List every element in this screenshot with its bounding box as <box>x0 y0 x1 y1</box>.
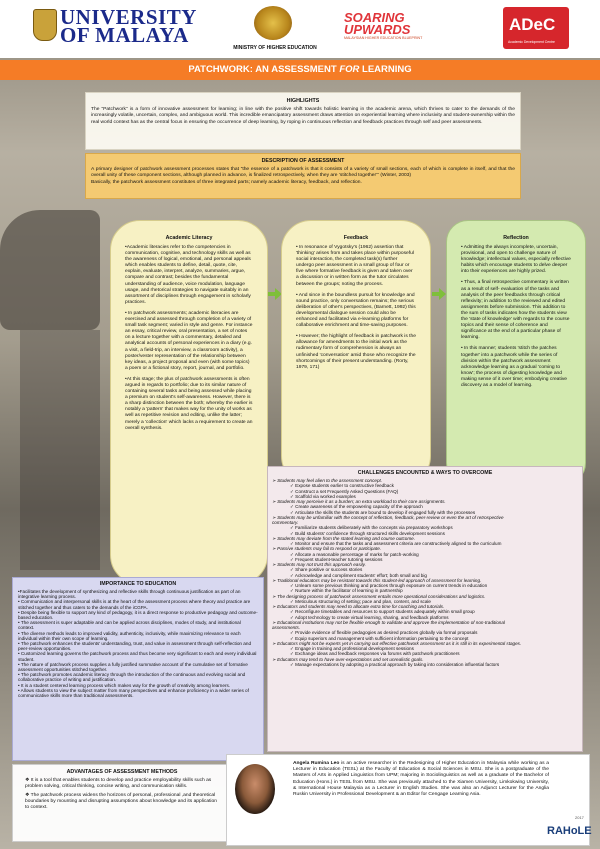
importance-item: • The assessment is super adaptable and can be applied across disciplines, modes of study, and institutional context. <box>18 620 241 631</box>
arrow-icon <box>268 292 276 296</box>
solution-item: ✓ Create awareness of the empowering capacity of the approach <box>290 504 423 510</box>
author-photo <box>235 764 275 814</box>
ministry-label: MINISTRY OF HIGHER EDUCATION <box>233 45 317 51</box>
importance-box <box>12 577 264 761</box>
reflection-item: • Admitting the always incomplete, uncertain, provisional, and open to challenge nature of knowledge; intellectual values, especially reflective habits which encourage students to delve deeper into their experiences are highly prized. <box>461 245 571 275</box>
description-heading: DESCRIPTION OF ASSESSMENT <box>261 158 345 164</box>
academic-literacy-box <box>110 220 268 585</box>
solution-item: ✓ Acknowledge and compliment students' effort; both small and big <box>290 572 427 578</box>
solution-item: ✓ Provide evidence of flexible pedagogies as desired practices globally via formal proposals <box>290 630 478 636</box>
solution-item: ✓ Meticulous structuring of setting; pace and plan, content, and scale <box>290 598 431 604</box>
poster-title <box>0 60 600 80</box>
advantages-item: ❖ It is a tool that enables students to develop and practice employability skills such as problem solving, critical thinking, concise writing, and communication skills. <box>25 778 212 789</box>
soaring-upwards-subtext: MALAYSIAN HIGHER EDUCATION BLUEPRINT <box>344 36 423 40</box>
academic-literacy-heading: Academic Literacy <box>165 235 213 241</box>
author-bio: is an active researcher in the Redesigning of Higher Education in Malaysia while working as a Lecturer in Education (TESL) at the Faculty of Education & Social Sciences in MSU. She is a postgraduate of the Masters of Arts in Applied Linguistics from UPM; majoring in Sociolinguistics as well as a graduate of the Bachelor of Education (Hons.) in TESL from MSU. She was previously attached to the Xiamen University, Limkokwing University, & International House Malaysia as a Lecturer in English Studies. She was also an Adjunct Lecturer for the Anglia Ruskin University in Professional Development & an Editor for Cengage Learning Asia. <box>293 761 549 798</box>
challenges-box <box>267 466 583 752</box>
description-box <box>85 153 521 199</box>
importance-item: • Allows students to view the subject matter from many perspectives and enhance proficiency in a wider series of communicative skills more than traditional assessments. <box>18 687 249 699</box>
rahole-year: 2017 <box>575 815 584 820</box>
solution-item: ✓ Nurture within the facilitator of learning in partnership <box>290 588 403 594</box>
header-logos <box>0 0 600 58</box>
academic-literacy-item: •Academic literacies refer to the competencies in communication, cognitive, and technology skills as well as the awareness of logical, emotional, and personal appeals which enables students to define, detail, quote, cite, explain, evaluate, interpret, analyze, summaries, argue, compare and contrast; besides the fundamental understanding of audience, voice modulation, language usage, and rhetorical strategies to navigate suitably in an assortment of disciplines through engagement in scholarly practices. <box>125 245 251 305</box>
adec-tagline: Academic Development Centre <box>508 40 555 44</box>
challenge-item: ➢ The designing process of patchwork assessment entails more operational considerations and logistics. <box>272 593 486 599</box>
solution-item: ✓ Unlearn some previous thinking and practices through exposure on current trends in education <box>290 583 488 588</box>
challenge-item: ➢ Educators and students may need to allocate extra time for coaching and tutorials. <box>272 604 445 609</box>
adec-logo-text: ADeC <box>509 15 556 34</box>
solution-item: ✓ Exchange ideas and feedback responses via forums with patchwork practitioners <box>290 651 460 657</box>
university-name <box>60 5 197 47</box>
feedback-item: • And since in the boundless pursuit for knowledge and sound practice, only conversation remains; the serious deliberation of other's perspectives, (Barnett, 1992) this developmental dialogue session could also be enhanced and facilitated via e-learning platforms for collaborative enrichment and time-saving purposes. <box>296 292 416 329</box>
reflection-box <box>446 220 586 485</box>
solution-item: ✓ Equip superiors and management with sufficient information pertaining to the concept <box>290 635 469 641</box>
solution-item: ✓ Build students' confidence through structured skills development sessions <box>290 530 445 536</box>
advantages-item: ❖ The patchwork process widens the horizons of personal, professional ,and theoretical boundaries by mounting and disrupting assumptions about knowledge and its application to context. <box>25 793 217 810</box>
feedback-heading: Feedback <box>343 235 369 241</box>
university-name-line2: OF MALAYA <box>60 23 189 47</box>
challenge-item: ➢ Educators may tend to have over-expectations and set unrealistic goals. <box>272 656 424 662</box>
description-text-2: Basically, the patchwork assessment constitutes of three integrated parts; namely academic literacy, feedback, and reflection. <box>91 179 362 185</box>
challenge-item: ➢ Passive students may fail to respond or participate. <box>272 546 382 552</box>
reflection-item: • In this manner; students 'stitch the patches together' into a patchwork while the series of division within the patchwork assessment acknowledge learning as a gradual 'coming to know'; the process of digesting knowledge and making sense of it over time; embodying creative discovery as a model of learning. <box>461 346 568 388</box>
author-bio-box <box>226 754 590 846</box>
challenge-item: ➢ Students may deviate from the stated learning and course outcome. <box>272 535 416 541</box>
solution-item: ✓ Expose students earlier to constructive feedback <box>290 483 394 489</box>
title-prefix: PATCHWORK: AN ASSESSMENT <box>188 64 340 75</box>
highlights-heading: HIGHLIGHTS <box>286 98 320 104</box>
challenge-item: ➢ Educators might not be experts yet in carrying out effective patchwork assessment as it is still in its experimental stages. <box>272 640 522 646</box>
solution-item: ✓ Engage in training and professional development sessions <box>290 646 414 651</box>
title-suffix: LEARNING <box>359 64 412 75</box>
solution-item: ✓ Scaffold via worked examples <box>290 493 356 499</box>
description-text-1: A primary designer of patchwork assessment processes states that “the essence of a patchwork is that it consists of a variety of small sections, each of which is complete in itself, and that the overall unity of these component sections, although planned in advance, is finalized retrospectively, when they are ‘stitched together’” (Winter, 2003) <box>91 167 515 179</box>
solution-item: ✓ Familiarize students deliberately with the concepts via preparatory workshops <box>290 525 453 531</box>
arrow-icon <box>432 292 440 296</box>
solution-item: ✓ Manage expectations by adopting a practical approach by taking into consideration influential factors <box>290 661 500 667</box>
challenge-item: ➢ Students may feel alien to the assessment concept. <box>272 478 383 483</box>
reflection-item: • Thus, a final retrospective commentary is written as a result of self- evaluation of the tasks and analysis of the peer feedbacks through critical reflexivity; in addition to the reviewed and edited assignments before submission. This addition to the sum of tasks indicates how the students view the 'state of knowledge' with regards to the course topics and their sense of coherence and significance at the end of a particular phase of learning. <box>461 280 570 341</box>
highlights-text: The “Patchwork” is a form of innovative assessment for learning; in line with the positive shift towards holistic learning in the academic arena, which thrives to cater to the demands of the increasingly volatile, uncertain, complex, and ambiguous world. This incredible emancipatory assessment draws attention on experiential learning where inclusivity and student-ownership within the real world context has as the central focus in ensuring the occurrence of deep learning, by roping in continuous reflection and feedback practices through self and peer assessments. <box>91 107 515 125</box>
soaring-upwards-text: SOARING UPWARDS <box>344 10 411 37</box>
feedback-item: • However; the highlight of feedback in patchwork is the allowance for amendments to the initial work as the rudimentary form of comprehension is always an unfinished 'conversation' amid those who recognize the shortcomings of their present understanding. (Rorty, 1979, 171) <box>296 334 416 370</box>
importance-item: • The nature of patchwork process supplies a fully justified summative account of the cumulative set of formative assessment opportunities stitched together. <box>18 661 248 673</box>
importance-item: • Customized learning governs the patchwork process and thus become very significant to each and every individual student. <box>18 651 257 662</box>
challenge-item: assessments. <box>272 625 301 630</box>
reflection-heading: Reflection <box>503 235 529 241</box>
importance-heading: IMPORTANCE TO EDUCATION <box>99 581 177 587</box>
soaring-upwards-logo <box>344 12 440 40</box>
adec-logo <box>503 7 569 49</box>
challenges-heading: CHALLENGES ENCOUNTED & WAYS TO OVERCOME <box>357 470 493 476</box>
solution-item: ✓ Articulate the skills the students are bound to develop if engaged fully with the processes <box>290 509 476 515</box>
importance-item: • Despite being flexible to support any kind of pedagogy, it is a direct response to productive pedagogy and outcome-based education. <box>18 609 258 621</box>
malaysia-coat-of-arms-icon <box>254 6 292 40</box>
importance-item: • The patchwork promotes academic literacy through the introduction of the continuous and evolving social and collaborative practice of writing and justification. <box>18 672 246 683</box>
challenge-item: ➢ Traditional educators may be resistant towards this student-led approach of assessment for learning. <box>272 577 482 583</box>
background-fabric <box>20 330 100 570</box>
solution-item: ✓ Adopt technology to create virtual learning, sharing, and feedback platforms <box>290 614 449 620</box>
challenge-item: ➢ Students may not trust this approach easily. <box>272 562 366 567</box>
highlights-box <box>85 92 521 150</box>
solution-item: ✓ Share positive or success stories <box>290 567 363 573</box>
challenge-item: ➢ Students may perceive it as a burden; an extra workload to their core assignments. <box>272 499 446 504</box>
background-sewing-machine <box>0 210 100 330</box>
rahole-logo-text: RAHoLE <box>547 825 592 837</box>
challenge-item: ➢ Educational institutions may not be flexible enough to validate and approve the implementation of non-traditional <box>272 619 505 625</box>
advantages-box <box>12 764 232 842</box>
importance-item: • The diverse methods leads to improved validity, authenticity, inclusivity, while maximizing relevance to each individual within their own scope of learning. <box>18 630 241 641</box>
importance-item: • Communication and interpersonal skills is at the heart of the assessment process where theory and practice are stitched together and thus caters to the demands of the iCGPA. <box>18 599 251 610</box>
importance-item: • The patchwork enhances the students' understanding, trust, and value in assessment through self-reflection and peer-review opportunities. <box>18 641 252 652</box>
importance-item: • It is a student centered learning process which makes way for the growth of creativity among learners. <box>18 682 231 688</box>
author-name: Angela Rumina Leo <box>293 761 340 766</box>
challenges-list <box>272 478 578 667</box>
solution-item: ✓ Allocate a reasonable percentage of marks for patch-working <box>290 551 419 557</box>
feedback-box <box>281 220 431 486</box>
author-bio-text <box>293 761 549 798</box>
title-italic: FOR <box>339 64 360 75</box>
academic-literacy-item: •At this stage; the plus of patchwork assessments is often argued in regards to portfolio; due to its similar nature of containing several tasks and being assessed while placing a premium on student's self-awareness. However, there is a sharp distinction between the both; whereby the earlier is notably a 'pattern' that makes way for the unity of works as well as repetitive revision and editing, unlike the latter; merely a 'collection' which lacks a requirement to create an overall synthesis. <box>125 376 253 431</box>
challenge-item: ➢ Students may be unfamiliar with the concept of reflection, feedback, peer-review or even the art of retrospective <box>272 514 504 520</box>
solution-item: ✓ Monitor and ensure that the tasks and assessment criteria are constructively aligned to the curriculum <box>290 541 502 546</box>
university-name-line1: UNIVERSITY <box>60 5 197 29</box>
solution-item: ✓ Reconfigure timetables and resources to support students adequately within small group <box>290 609 475 615</box>
feedback-item: • In resonance of Vygotsky's (1962) assertion that 'thinking' arises from and takes place within purposeful social interaction, the completed task(s) further undergo peer assessment in a small group of four or five where formative feedback is given and taken over a discussion or in written form as the tutor circulates between the groups; noting the process. <box>296 245 414 287</box>
advantages-heading: ADVANTAGES OF ASSESSMENT METHODS <box>66 769 178 775</box>
importance-item: •Facilitates the development of synthesizing and reflective skills through continuous justification as part of an integrative learning process. <box>18 589 241 600</box>
solution-item: ✓ Construct a set Frequently Asked Questions (FAQ) <box>290 488 399 494</box>
challenge-item: commentary. <box>272 520 299 525</box>
university-malaya-crest-icon <box>33 9 57 41</box>
solution-item: ✓ Frequent student-teacher tutoring sessions <box>290 556 383 562</box>
academic-literacy-item: • In patchwork assessments; academic literacies are exercised and assessed through completion of a variety of small task segment; varied in style and genre. For instance an essay, critical review, oral presentation, a set of notes on a lecture together with a commentary, detailed and analytical accounts of personal experiences in a diary (e.g. a visit, a field-trip, an interview, a classroom activity), a poster/vester representation of the relationship between key ideas, a project proposal and even (with some topics) a poem or a fictional story, report, journal, and portfolio. <box>125 310 253 371</box>
rahole-logo <box>547 813 592 843</box>
